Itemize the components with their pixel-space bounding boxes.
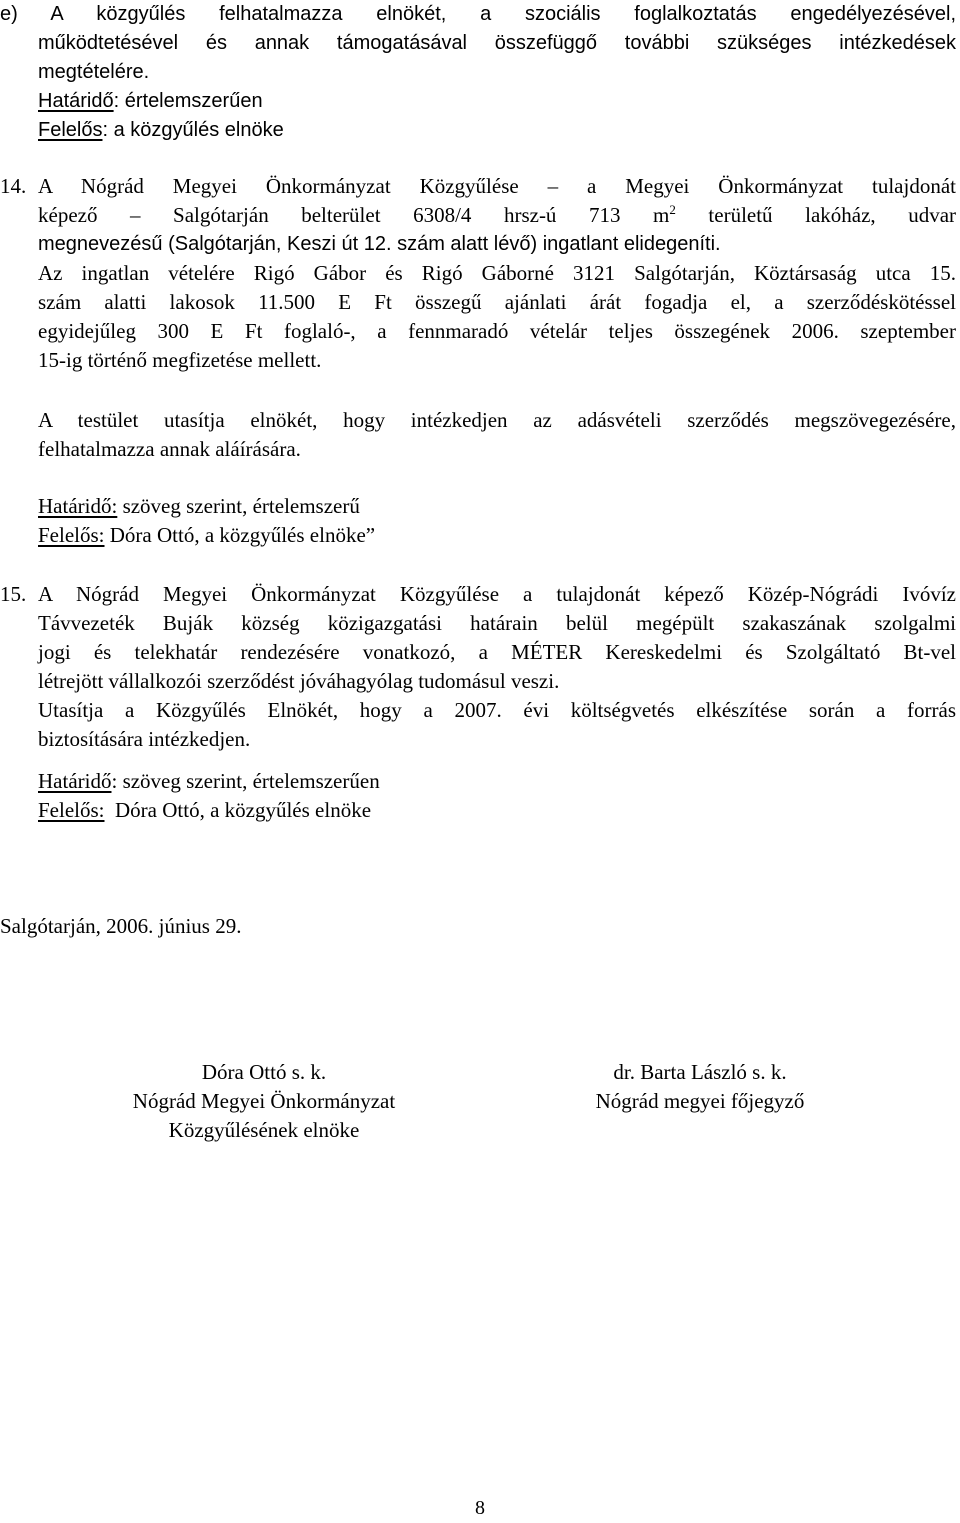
item-14-line-1: A Nógrád Megyei Önkormányzat Közgyűlése – a Megyei Önkormányzat tulajdonát	[38, 174, 956, 198]
item-14-deadline-block	[38, 492, 956, 550]
item-14-line-6: egyidejűleg 300 E Ft foglaló-, a fennmaradó vételár teljes összegének 2006. szeptember	[38, 319, 956, 343]
item-14	[0, 172, 957, 375]
item-15-deadline	[38, 767, 956, 796]
item-14-deadline	[38, 492, 956, 521]
item-14-responsible	[38, 521, 956, 550]
item-15-line-6: biztosítására intézkedjen.	[38, 727, 251, 751]
signature-right	[500, 1058, 900, 1116]
signature-left	[64, 1058, 464, 1145]
deadline-label: Határidő	[38, 90, 114, 112]
item-14-line-2	[38, 201, 956, 230]
item-15-line-1: A Nógrád Megyei Önkormányzat Közgyűlése a tulajdonát képező Közép-Nógrádi Ivóvíz	[38, 582, 956, 606]
deadline-value: : értelemszerűen	[113, 90, 263, 112]
item-14-para2-line-1: A testület utasítja elnökét, hogy intézkedjen az adásvételi szerződés megszövegezésére,	[38, 408, 956, 432]
responsible-label: Felelős:	[38, 798, 105, 822]
item-14-line-5: szám alatti lakosok 11.500 E Ft összegű ajánlati árát fogadja el, a szerződéskötéssel	[38, 290, 956, 314]
responsible-value: Dóra Ottó, a közgyűlés elnöke”	[104, 523, 376, 547]
item-14-line-2b: területű lakóház, udvar	[675, 203, 957, 227]
item-14-line-3: megnevezésű (Salgótarján, Keszi út 12. szám alatt lévő) ingatlant elidegeníti.	[38, 233, 721, 255]
responsible-label: Felelős	[38, 119, 103, 141]
item-15-line-4: létrejött vállalkozói szerződést jóváhagyólag tudomásul veszi.	[38, 669, 560, 693]
item-15-line-5: Utasítja a Közgyűlés Elnökét, hogy a 2007. évi költségvetés elkészítése során a forrás	[38, 698, 956, 722]
section-e-line-3: megtételére.	[38, 61, 150, 83]
deadline-label: Határidő:	[38, 494, 118, 518]
signature-right-name: dr. Barta László s. k.	[613, 1060, 787, 1084]
section-e	[0, 0, 956, 145]
place-date: Salgótarján, 2006. június 29.	[0, 914, 242, 938]
section-e-deadline	[38, 87, 956, 116]
signature-right-title-1: Nógrád megyei főjegyző	[595, 1089, 805, 1113]
responsible-value: : a közgyűlés elnöke	[102, 119, 284, 141]
section-e-line-2: működtetésével és annak támogatásával összefüggő további szükséges intézkedések	[38, 32, 956, 54]
item-14-line-2a: képező – Salgótarján belterület 6308/4 hrsz-ú 713 m	[38, 203, 670, 227]
section-e-responsible	[38, 116, 956, 145]
item-15-line-3: jogi és telekhatár rendezésére vonatkozó, a MÉTER Kereskedelmi és Szolgáltató Bt-vel	[38, 640, 956, 664]
signature-left-name: Dóra Ottó s. k.	[201, 1060, 327, 1084]
item-15-number: 15.	[0, 582, 27, 606]
signature-left-title-2: Közgyűlésének elnöke	[168, 1118, 360, 1142]
item-14-para2-line-2: felhatalmazza annak aláírására.	[38, 437, 301, 461]
item-15-line-2: Távvezeték Buják község közigazgatási határain belül megépült szakaszának szolgalmi	[38, 611, 956, 635]
signature-left-title-1: Nógrád Megyei Önkormányzat	[132, 1089, 396, 1113]
responsible-label: Felelős:	[38, 523, 105, 547]
deadline-value: szöveg szerint, értelemszerű	[117, 494, 360, 518]
item-15	[0, 580, 956, 754]
item-14-line-7: 15-ig történő megfizetése mellett.	[38, 348, 322, 372]
deadline-label: Határidő	[38, 769, 112, 793]
page-number: 8	[475, 1497, 485, 1519]
deadline-value: : szöveg szerint, értelemszerűen	[111, 769, 380, 793]
item-14-paragraph-2	[38, 406, 956, 464]
item-14-number: 14.	[0, 174, 27, 198]
item-15-deadline-block	[38, 767, 956, 825]
responsible-value: Dóra Ottó, a közgyűlés elnöke	[104, 798, 372, 822]
item-15-responsible	[38, 796, 956, 825]
superscript-2: 2	[669, 202, 676, 217]
item-14-line-4: Az ingatlan vételére Rigó Gábor és Rigó Gáborné 3121 Salgótarján, Köztársaság utca 15.	[38, 261, 956, 285]
section-e-line-1: e) A közgyűlés felhatalmazza elnökét, a szociális foglalkoztatás engedélyezésével,	[0, 3, 956, 25]
